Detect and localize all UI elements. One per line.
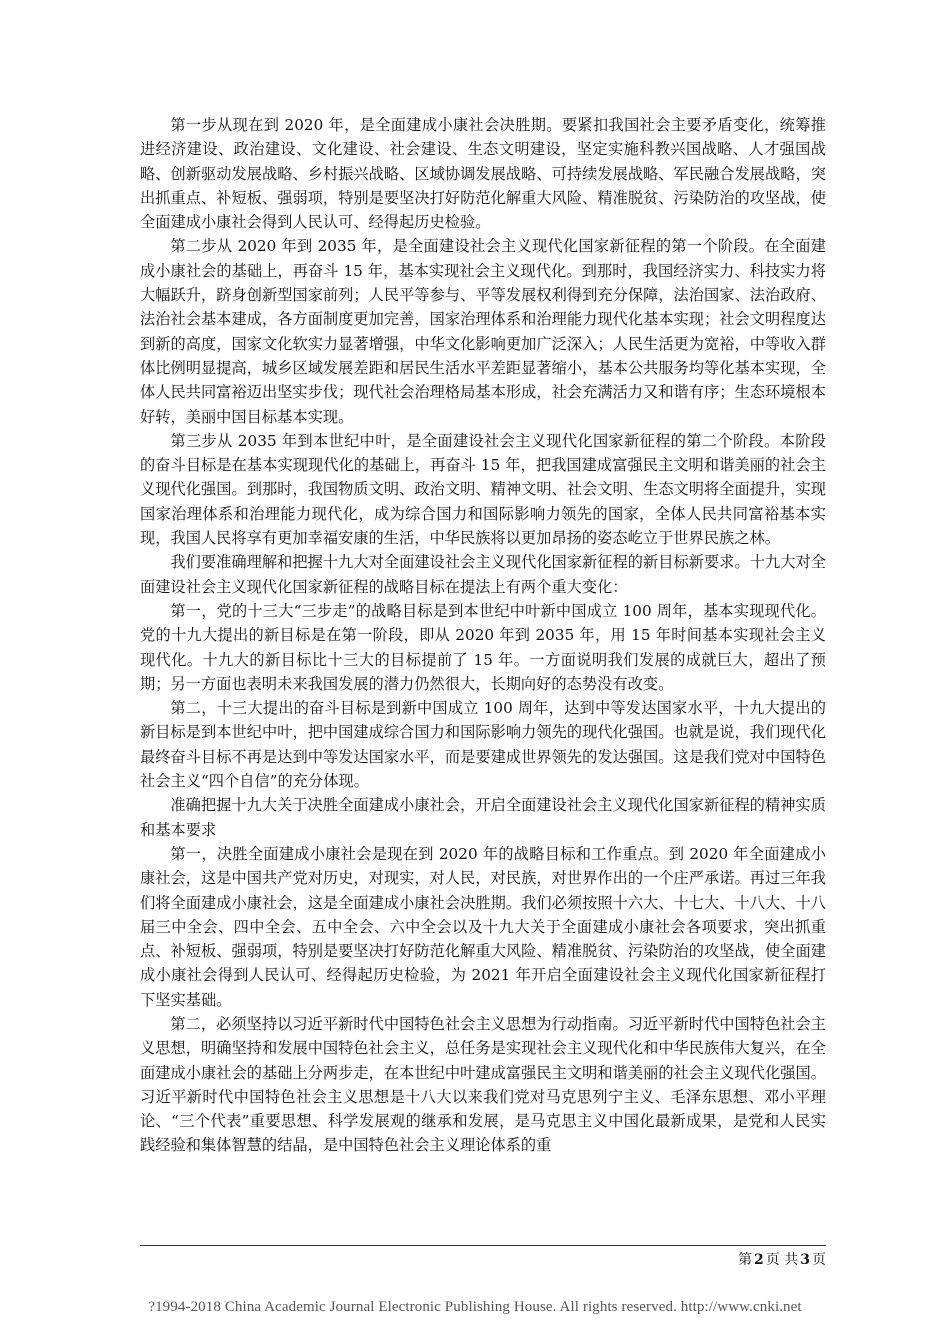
paragraph: 第一，决胜全面建成小康社会是现在到 2020 年的战略目标和工作重点。到 2020 年全面建成小康社会，这是中国共产党对历史，对现实，对人民，对民族，对世界作出的一个庄严承诺。再过三年我们将全面建成小康社会，这是全面建成小康社会决胜期。我们必须按照十六大、十七大、十八大、十八届三中全会、四中全会、五中全会、六中全会以及十九大关于全面建成小康社会各项要求，突出抓重点、补短板、强弱项，特别是要坚决打好防范化解重大风险、精准脱贫、污染防治的攻坚战，使全面建成小康社会得到人民认可、经得起历史检验，为 2021 年开启全面建设社会主义现代化国家新征程打下坚实基础。 [140,844,826,1009]
current-page: 2 [754,1252,764,1268]
paragraph: 第二，十三大提出的奋斗目标是到新中国成立 100 周年，达到中等发达国家水平，十九大提出的新目标是到本世纪中叶，把中国建成综合国力和国际影响力领先的现代化强国。也就是说，我们现代化最终奋斗目标不再是达到中等发达国家水平，而是要建成世界领先的发达强国。这是我们党对中国特色社会主义“四个自信”的充分体现。 [140,699,826,791]
paragraph: 第一，党的十三大“三步走”的战略目标是到本世纪中叶新中国成立 100 周年，基本实现现代化。党的十九大提出的新目标是在第一阶段，即从 2020 年到 2035 年，用 15 年时间基本实现社会主义现代化。十九大的新目标比十三大的目标提前了 15 年。一方面说明我们发展的成就巨大，超出了预期；另一方面也表明未来我国发展的潜力仍然很大，长期向好的态势没有改变。 [140,601,826,693]
paragraph: 第二，必须坚持以习近平新时代中国特色社会主义思想为行动指南。习近平新时代中国特色社会主义思想，明确坚持和发展中国特色社会主义，总任务是实现社会主义现代化和中华民族伟大复兴，在全面建成小康社会的基础上分两步走，在本世纪中叶建成富强民主文明和谐美丽的社会主义现代化强国。习近平新时代中国特色社会主义思想是十八大以来我们党对马克思列宁主义、毛泽东思想、邓小平理论、“三个代表”重要思想、科学发展观的继承和发展，是马克思主义中国化最新成果，是党和人民实践经验和集体智慧的结晶，是中国特色社会主义理论体系的重 [140,1014,826,1155]
page-number [640,1250,826,1270]
page-middle: 页 共 [765,1252,799,1268]
paragraph: 准确把握十九大关于决胜全面建成小康社会，开启全面建设社会主义现代化国家新征程的精神实质和基本要求 [140,796,826,839]
copyright-footer: ?1994-2018 China Academic Journal Electronic Publishing House. All rights reserved. http://www.cnki.net [148,1299,802,1315]
footer-rule [140,1245,826,1246]
paragraph: 我们要准确理解和把握十九大对全面建设社会主义现代化国家新征程的新目标新要求。十九大对全面建设社会主义现代化国家新征程的战略目标在提法上有两个重大变化： [140,553,826,596]
page-prefix: 第 [738,1252,753,1268]
total-pages: 3 [800,1252,810,1268]
page-suffix: 页 [812,1252,826,1268]
paragraph: 第二步从 2020 年到 2035 年，是全面建设社会主义现代化国家新征程的第一个阶段。在全面建成小康社会的基础上，再奋斗 15 年，基本实现社会主义现代化。到那时，我国经济实力、科技实力将大幅跃升，跻身创新型国家前列；人民平等参与、平等发展权利得到充分保障，法治国家、法治政府、法治社会基本建成，各方面制度更加完善，国家治理体系和治理能力现代化基本实现；社会文明程度达到新的高度，国家文化软实力显著增强，中华文化影响更加广泛深入；人民生活更为宽裕，中等收入群体比例明显提高，城乡区域发展差距和居民生活水平差距显著缩小，基本公共服务均等化基本实现，全体人民共同富裕迈出坚实步伐；现代社会治理格局基本形成，社会充满活力又和谐有序；生态环境根本好转，美丽中国目标基本实现。 [140,237,826,426]
paragraph: 第三步从 2035 年到本世纪中叶，是全面建设社会主义现代化国家新征程的第二个阶段。本阶段的奋斗目标是在基本实现现代化的基础上，再奋斗 15 年，把我国建成富强民主文明和谐美丽的社会主义现代化强国。到那时，我国物质文明、政治文明、精神文明、社会文明、生态文明将全面提升，实现国家治理体系和治理能力现代化，成为综合国力和国际影响力领先的国家，全体人民共同富裕基本实现，我国人民将享有更加幸福安康的生活，中华民族将以更加昂扬的姿态屹立于世界民族之林。 [140,431,826,548]
paragraph: 第一步从现在到 2020 年，是全面建成小康社会决胜期。要紧扣我国社会主要矛盾变化，统筹推进经济建设、政治建设、文化建设、社会建设、生态文明建设，坚定实施科教兴国战略、人才强国战略、创新驱动发展战略、乡村振兴战略、区域协调发展战略、可持续发展战略、军民融合发展战略，突出抓重点、补短板、强弱项，特别是要坚决打好防范化解重大风险、精准脱贫、污染防治的攻坚战，使全面建成小康社会得到人民认可、经得起历史检验。 [140,116,826,232]
article-body [140,113,826,1158]
